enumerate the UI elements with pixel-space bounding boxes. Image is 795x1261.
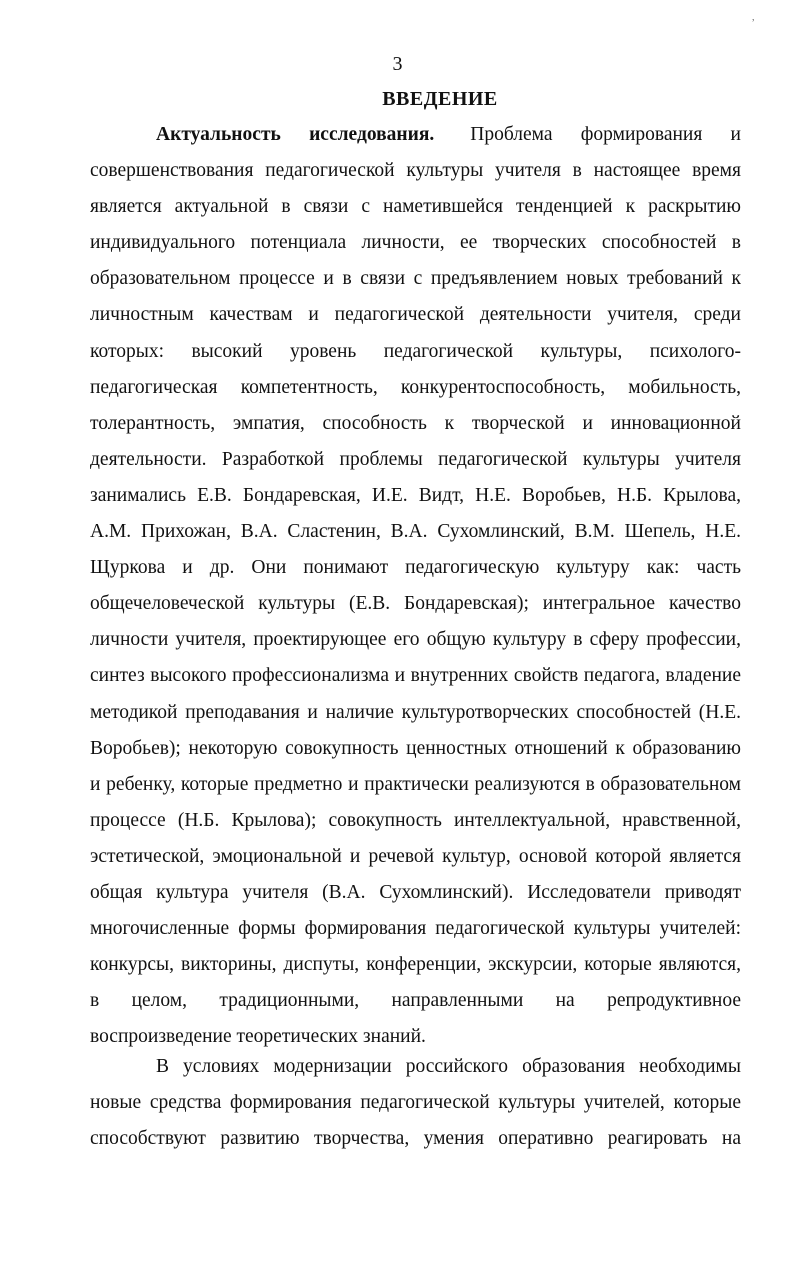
paragraph-line: многочисленные формы формирования педагогической культуры учителей: bbox=[90, 918, 741, 940]
paragraph-line: Актуальность исследования. Проблема формирования и bbox=[156, 124, 741, 145]
paragraph-line: деятельности. Разработкой проблемы педагогической культуры учителя bbox=[90, 448, 741, 470]
paragraph-line: эстетической, эмоциональной и речевой культур, основой которой является bbox=[90, 845, 741, 867]
paragraph-line: воспроизведение теоретических знаний. bbox=[90, 1026, 426, 1048]
paragraph-line: образовательном процессе и в связи с предъявлением новых требований к bbox=[90, 268, 741, 290]
paragraph-line: Щуркова и др. Они понимают педагогическую культуру как: часть bbox=[90, 557, 741, 579]
paragraph-relevance bbox=[90, 117, 741, 1055]
paragraph-line: толерантность, эмпатия, способность к творческой и инновационной bbox=[90, 412, 741, 434]
paragraph-line: новые средства формирования педагогической культуры учителей, которые bbox=[90, 1092, 741, 1114]
paragraph-line: и ребенку, которые предметно и практически реализуются в образовательном bbox=[90, 773, 741, 795]
corner-mark: , bbox=[752, 12, 755, 23]
paragraph-line: занимались Е.В. Бондаревская, И.Е. Видт, Н.Е. Воробьев, Н.Б. Крылова, bbox=[90, 484, 741, 506]
paragraph-line: А.М. Прихожан, В.А. Сластенин, В.А. Сухомлинский, В.М. Шепель, Н.Е. bbox=[90, 521, 741, 543]
paragraph-line: совершенствования педагогической культуры учителя в настоящее время bbox=[90, 160, 741, 182]
paragraph-line: в целом, традиционными, направленными на репродуктивное bbox=[90, 990, 741, 1012]
paragraph-line: индивидуального потенциала личности, ее творческих способностей в bbox=[90, 232, 741, 254]
paragraph-line: конкурсы, викторины, диспуты, конференции, экскурсии, которые являются, bbox=[90, 954, 741, 976]
paragraph-line: синтез высокого профессионализма и внутренних свойств педагога, владение bbox=[90, 665, 741, 687]
paragraph-line: методикой преподавания и наличие культуротворческих способностей (Н.Е. bbox=[90, 701, 741, 723]
paragraph-line: Воробьев); некоторую совокупность ценностных отношений к образованию bbox=[90, 737, 741, 759]
relevance-lead: Актуальность исследования. bbox=[156, 124, 435, 145]
paragraph-line: педагогическая компетентность, конкурентоспособность, мобильность, bbox=[90, 376, 741, 398]
paragraph-line: В условиях модернизации российского образования необходимы bbox=[156, 1056, 741, 1077]
paragraph-line: является актуальной в связи с наметившейся тенденцией к раскрытию bbox=[90, 196, 741, 218]
paragraph-modernization bbox=[90, 1049, 741, 1157]
section-heading: ВВЕДЕНИЕ bbox=[382, 88, 498, 110]
paragraph-line: процессе (Н.Б. Крылова); совокупность интеллектуальной, нравственной, bbox=[90, 809, 741, 831]
page-number: 3 bbox=[392, 53, 403, 75]
paragraph-line: личности учителя, проектирующее его общую культуру в сферу профессии, bbox=[90, 629, 741, 651]
paragraph-line: способствуют развитию творчества, умения оперативно реагировать на bbox=[90, 1128, 741, 1150]
paragraph-line: общая культура учителя (В.А. Сухомлинский). Исследователи приводят bbox=[90, 881, 741, 903]
paragraph-line: личностным качествам и педагогической деятельности учителя, среди bbox=[90, 304, 741, 326]
paragraph-line: общечеловеческой культуры (Е.В. Бондаревская); интегральное качество bbox=[90, 593, 741, 615]
paragraph-line: которых: высокий уровень педагогической культуры, психолого- bbox=[90, 340, 741, 362]
